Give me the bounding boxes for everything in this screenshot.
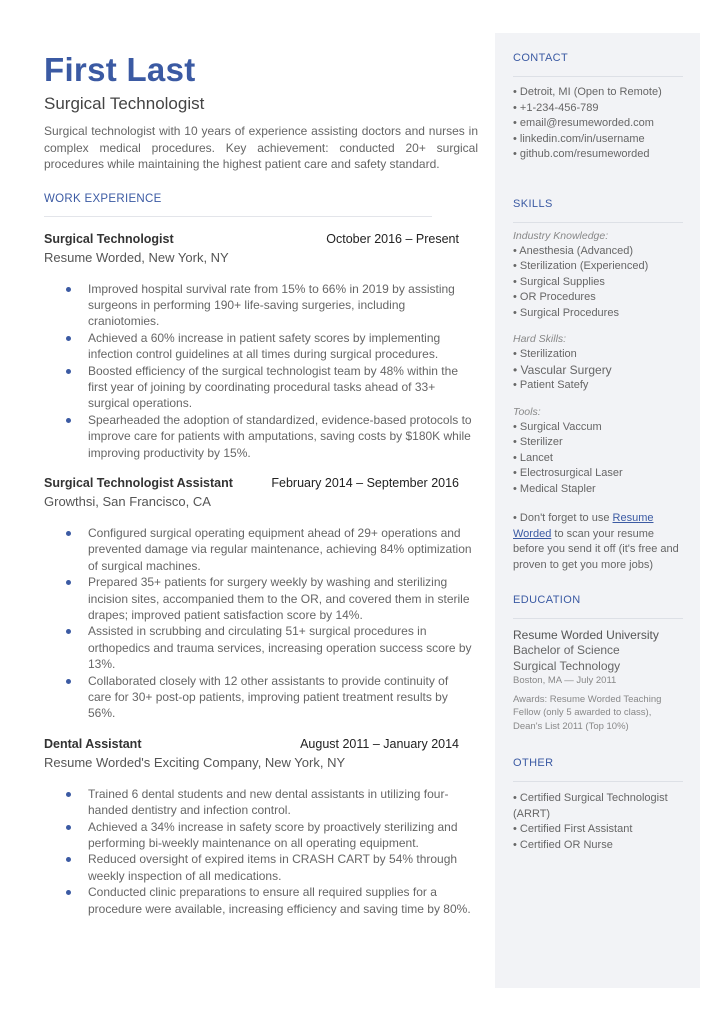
candidate-name: First Last bbox=[44, 51, 196, 88]
main-column bbox=[44, 52, 478, 917]
bullet-item: Trained 6 dental students and new dental assistants in utilizing four-handed dentistry and infection control. bbox=[44, 786, 474, 819]
skill-list bbox=[513, 244, 683, 322]
contact-location: • Detroit, MI (Open to Remote) bbox=[513, 86, 662, 98]
skill-item: • Sterilization bbox=[513, 348, 577, 360]
job-entry bbox=[44, 737, 478, 917]
skill-item: • Sterilization (Experienced) bbox=[513, 260, 649, 272]
contact-github[interactable]: • github.com/resumeworded bbox=[513, 148, 650, 160]
job-dates: February 2014 – September 2016 bbox=[271, 475, 459, 490]
resume-worded-link[interactable]: Resume Worded bbox=[513, 512, 654, 540]
sidebar bbox=[495, 33, 700, 988]
bullet-item: Achieved a 60% increase in patient safety scores by implementing infection control guidelines at all times during surgical procedures. bbox=[44, 330, 474, 363]
other-item: • Certified OR Nurse bbox=[513, 838, 613, 851]
skill-group-label: Hard Skills: bbox=[513, 333, 567, 345]
bullet-item: Achieved a 34% increase in safety score by proactively sterilizing and performing bi-weekly maintenance on all operating equipment. bbox=[44, 819, 474, 852]
skill-item: • Surgical Supplies bbox=[513, 275, 605, 288]
contact-list bbox=[513, 85, 683, 163]
section-divider bbox=[513, 781, 683, 782]
bullet-item: Improved hospital survival rate from 15% to 66% in 2019 by assisting surgeons in performing 190+ life-saving surgeries, including craniotomies. bbox=[44, 281, 474, 330]
education-school: Resume Worded University bbox=[513, 628, 659, 642]
education-awards: Awards: Resume Worded Teaching Fellow (only 5 awarded to class), Dean's List 2011 (Top 10%) bbox=[513, 693, 662, 732]
summary: Surgical technologist with 10 years of experience assisting doctors and nurses in complex medical procedures. Key achievement: conducted 20+ surgical procedures while maintaining the highest patient care and safety standard. bbox=[44, 124, 478, 171]
bullet-item: Reduced oversight of expired items in CRASH CART by 54% through weekly inspection of all medications. bbox=[44, 851, 474, 884]
contact-heading: CONTACT bbox=[513, 52, 569, 64]
skill-group-label: Tools: bbox=[513, 405, 541, 418]
skill-item: • Surgical Vaccum bbox=[513, 420, 602, 433]
other-heading: OTHER bbox=[513, 757, 554, 769]
skill-list bbox=[513, 347, 683, 394]
work-experience-heading: WORK EXPERIENCE bbox=[44, 192, 162, 205]
skill-item: • Surgical Procedures bbox=[513, 306, 619, 319]
skill-item: • Lancet bbox=[513, 451, 553, 464]
job-bullets bbox=[44, 786, 478, 917]
education-location-date: Boston, MA — July 2011 bbox=[513, 675, 617, 686]
job-company: Growthsi, San Francisco, CA bbox=[44, 493, 211, 509]
skill-item: • Patient Satefy bbox=[513, 379, 589, 391]
job-dates: August 2011 – January 2014 bbox=[300, 736, 459, 751]
tip-suffix: to scan your resume before you send it off (it's free and proven to get you more jobs) bbox=[513, 527, 679, 571]
section-divider bbox=[513, 222, 683, 223]
skill-item: • Vascular Surgery bbox=[513, 362, 612, 377]
contact-email[interactable]: • email@resumeworded.com bbox=[513, 117, 654, 129]
job-company: Resume Worded's Exciting Company, New York, NY bbox=[44, 754, 346, 770]
bullet-item: Collaborated closely with 12 other assistants to provide continuity of care for 30+ post-op patients, improving patient treatment results by 56%. bbox=[44, 673, 474, 722]
section-divider bbox=[44, 216, 432, 217]
tip-prefix: • Don't forget to use bbox=[513, 512, 613, 524]
skill-list bbox=[513, 420, 683, 498]
skill-item: • OR Procedures bbox=[513, 291, 596, 303]
other-list bbox=[513, 791, 683, 853]
section-divider bbox=[513, 76, 683, 77]
bullet-item: Configured surgical operating equipment ahead of 29+ operations and prevented damage via regular maintenance, achieving 84% optimization of surgical machines. bbox=[44, 525, 474, 574]
bullet-item: Spearheaded the adoption of standardized, evidence-based protocols to improve care for patients with amputations, saving costs by $180K while improving productivity by 15%. bbox=[44, 412, 474, 461]
job-title: Surgical Technologist bbox=[44, 231, 174, 246]
job-dates: October 2016 – Present bbox=[326, 231, 459, 246]
other-item: • Certified Surgical Technologist (ARRT) bbox=[513, 792, 668, 820]
education-field: Surgical Technology bbox=[513, 659, 621, 673]
section-divider bbox=[513, 618, 683, 619]
candidate-title: Surgical Technologist bbox=[44, 94, 205, 113]
education-heading: EDUCATION bbox=[513, 594, 581, 606]
skill-item: • Sterilizer bbox=[513, 436, 563, 448]
skill-group-label: Industry Knowledge: bbox=[513, 229, 609, 242]
job-company: Resume Worded, New York, NY bbox=[44, 249, 229, 265]
bullet-item: Boosted efficiency of the surgical technologist team by 48% within the first year of joining by coordinating procedural tasks ahead of 33+ surgical operations. bbox=[44, 363, 474, 412]
skill-item: • Medical Stapler bbox=[513, 482, 596, 495]
education-degree: Bachelor of Science bbox=[513, 643, 620, 657]
contact-linkedin[interactable]: • linkedin.com/in/username bbox=[513, 132, 645, 145]
bullet-item: Assisted in scrubbing and circulating 51+ surgical procedures in orthopedics and trauma services, increasing operation success score by 13%. bbox=[44, 623, 474, 672]
job-title: Surgical Technologist Assistant bbox=[44, 475, 233, 490]
job-entry bbox=[44, 476, 478, 722]
job-entry bbox=[44, 232, 478, 461]
bullet-item: Prepared 35+ patients for surgery weekly by washing and sterilizing incision sites, accompanied them to the OR, and covered them in sterile drapes; improved patient satisfaction score by 14%. bbox=[44, 574, 474, 623]
job-title: Dental Assistant bbox=[44, 736, 142, 751]
skill-item: • Electrosurgical Laser bbox=[513, 467, 623, 479]
resume-tip bbox=[513, 511, 683, 573]
bullet-item: Conducted clinic preparations to ensure all required supplies for a procedure were available, increasing efficiency and saving time by 80%. bbox=[44, 884, 474, 917]
skills-heading: SKILLS bbox=[513, 197, 553, 210]
contact-phone: • +1-234-456-789 bbox=[513, 101, 599, 114]
other-item: • Certified First Assistant bbox=[513, 823, 633, 835]
job-bullets bbox=[44, 281, 478, 461]
job-bullets bbox=[44, 525, 478, 722]
skill-item: • Anesthesia (Advanced) bbox=[513, 244, 634, 257]
